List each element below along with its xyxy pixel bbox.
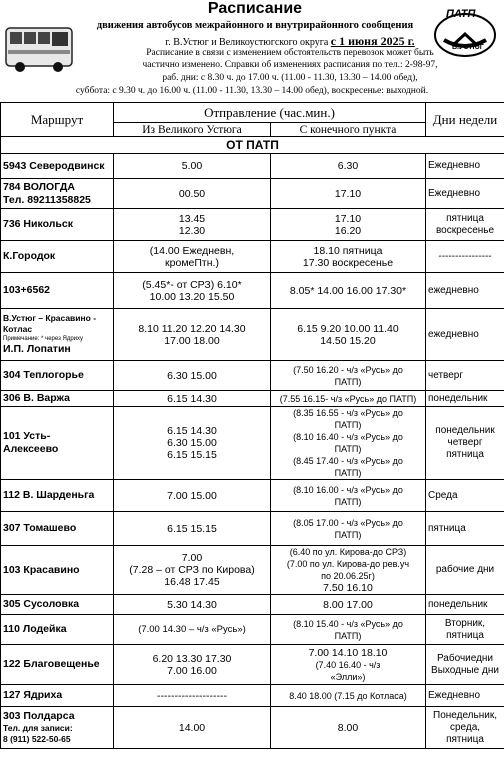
route-name-line: 110 Лодейка bbox=[3, 623, 67, 635]
departure-city-times-line: 7.00 15.00 bbox=[167, 489, 217, 502]
days-of-week-line: ---------------- bbox=[438, 250, 492, 262]
days-of-week-line: Ежедневно bbox=[428, 187, 481, 199]
departure-end-times-line: ПАТП) bbox=[334, 444, 362, 454]
route-name-line: 103+6562 bbox=[3, 284, 51, 296]
departure-end-times bbox=[271, 615, 426, 645]
days-of-week-line: воскресенье bbox=[435, 224, 495, 236]
header-line4: раб. дни: с 8.30 ч. до 17.00 ч. (11.00 - 11.30, 13.30 – 14.00 обед), bbox=[162, 73, 418, 83]
departure-end-times-line: (8.10 16.00 - ч/з «Русь» до bbox=[293, 484, 403, 495]
departure-end-times-line: (8.45 17.40 - ч/з «Русь» до bbox=[293, 456, 403, 466]
departure-city-times-line: 5.30 14.30 bbox=[167, 598, 217, 611]
days-of-week bbox=[426, 645, 504, 685]
departure-city-times-line: 6.15 15.15 bbox=[167, 449, 217, 461]
days-of-week-line: Ежедневно bbox=[428, 160, 481, 171]
route-name bbox=[1, 685, 114, 707]
days-of-week-line: ежедневно bbox=[428, 284, 479, 296]
departure-end-times-line: 8.00 bbox=[337, 721, 359, 734]
departure-city-times-line: 6.15 14.30 bbox=[167, 392, 217, 405]
departure-end-times-line: 6.30 bbox=[337, 160, 359, 172]
days-of-week-line: Рабочиедни bbox=[436, 652, 494, 664]
departure-end-times-line: 16.20 bbox=[334, 224, 362, 237]
departure-city-times bbox=[114, 179, 271, 209]
header-line3: частично изменено. Справки об изменениях расписания по тел.: 2-98-97, bbox=[142, 60, 438, 70]
departure-end-times-line: 7.00 14.10 18.10 bbox=[308, 646, 388, 659]
route-name-line: 103 Красавино bbox=[3, 563, 80, 576]
col-from-city-header: Из Великого Устюга bbox=[114, 123, 271, 137]
departure-city-times bbox=[114, 615, 271, 645]
table-row bbox=[1, 512, 504, 546]
days-of-week bbox=[426, 685, 504, 707]
departure-city-times-line: 6.20 13.30 17.30 bbox=[152, 652, 232, 665]
table-row bbox=[1, 361, 504, 391]
route-name bbox=[1, 241, 114, 273]
table-row bbox=[1, 391, 504, 407]
departure-city-times bbox=[114, 309, 271, 361]
route-name bbox=[1, 480, 114, 512]
days-of-week-line: ежедневно bbox=[428, 328, 479, 340]
schedule-body bbox=[1, 154, 504, 749]
days-of-week bbox=[426, 595, 504, 615]
col-departure-header: Отправление (час.мин.) bbox=[114, 103, 426, 123]
departure-end-times-line: (7.50 16.20 - ч/з «Русь» до bbox=[293, 364, 403, 375]
departure-end-times-line: ПАТП) bbox=[334, 376, 362, 387]
departure-end-times bbox=[271, 241, 426, 273]
departure-end-times-line: (8.10 16.40 - ч/з «Русь» до bbox=[293, 432, 403, 442]
departure-city-times-line: 6.15 15.15 bbox=[167, 522, 217, 535]
departure-end-times-line: 7.50 16.10 bbox=[323, 582, 373, 594]
departure-end-times bbox=[271, 361, 426, 391]
table-row bbox=[1, 179, 504, 209]
departure-city-times-line: 7.00 bbox=[181, 552, 203, 564]
days-of-week bbox=[426, 179, 504, 209]
table-row bbox=[1, 309, 504, 361]
departure-city-times-line: 14.00 bbox=[178, 721, 206, 734]
table-row bbox=[1, 595, 504, 615]
departure-city-times bbox=[114, 707, 271, 749]
departure-end-times bbox=[271, 309, 426, 361]
days-of-week-line: Понедельник, bbox=[433, 709, 497, 721]
departure-city-times-line: 6.30 15.00 bbox=[167, 437, 217, 449]
departure-city-times-line: 16.48 17.45 bbox=[164, 576, 220, 588]
route-name bbox=[1, 179, 114, 209]
days-of-week-line: Вторник, bbox=[444, 617, 486, 629]
departure-end-times-line: 17.10 bbox=[334, 187, 362, 200]
table-row bbox=[1, 407, 504, 480]
departure-end-times-line: ПАТП) bbox=[334, 529, 362, 540]
departure-city-times bbox=[114, 391, 271, 407]
departure-city-times bbox=[114, 480, 271, 512]
departure-end-times-line: ПАТП) bbox=[334, 496, 362, 507]
route-name bbox=[1, 407, 114, 480]
departure-end-times-line: 8.00 17.00 bbox=[323, 598, 373, 611]
departure-end-times bbox=[271, 512, 426, 546]
route-name bbox=[1, 361, 114, 391]
departure-city-times bbox=[114, 209, 271, 241]
route-name-line: 307 Томашево bbox=[3, 522, 77, 534]
route-name-line: 304 Теплогорье bbox=[3, 369, 84, 381]
departure-city-times-line: 5.00 bbox=[181, 160, 203, 172]
section-title: ОТ ПАТП bbox=[1, 137, 504, 154]
route-name-line: И.П. Лопатин bbox=[3, 343, 71, 355]
days-of-week bbox=[426, 512, 504, 546]
departure-city-times-line: (7.00 14.30 – ч/з «Русь») bbox=[138, 623, 246, 635]
departure-city-times bbox=[114, 241, 271, 273]
departure-end-times-line: (8.35 16.55 - ч/з «Русь» до bbox=[293, 408, 403, 418]
departure-city-times-line: 6.15 14.30 bbox=[167, 425, 217, 437]
days-of-week-line: Среда bbox=[428, 489, 458, 501]
days-of-week-line: пятница bbox=[446, 212, 484, 224]
page-subtitle: движения автобусов межрайонного и внутрирайонного сообщения bbox=[96, 20, 414, 31]
effective-date: с 1 июня 2025 г. bbox=[330, 34, 415, 48]
departure-end-times-line: 17.30 воскресенье bbox=[302, 256, 394, 269]
departure-city-times bbox=[114, 546, 271, 595]
departure-end-times bbox=[271, 707, 426, 749]
departure-city-times-line: -------------------- bbox=[157, 689, 227, 702]
route-name bbox=[1, 309, 114, 361]
departure-city-times-line: 10.00 13.20 15.50 bbox=[149, 290, 235, 303]
table-row bbox=[1, 645, 504, 685]
days-of-week-line: пятница bbox=[428, 522, 466, 534]
departure-end-times bbox=[271, 685, 426, 707]
route-name bbox=[1, 645, 114, 685]
route-name bbox=[1, 391, 114, 407]
route-name bbox=[1, 546, 114, 595]
route-name-line: 8 (911) 522-50-65 bbox=[3, 734, 71, 744]
departure-city-times bbox=[114, 407, 271, 480]
departure-end-times-line: (7.00 по ул. Кирова-до рев.уч bbox=[286, 559, 410, 569]
days-of-week bbox=[426, 615, 504, 645]
days-of-week bbox=[426, 241, 504, 273]
table-row bbox=[1, 154, 504, 179]
departure-city-times bbox=[114, 512, 271, 546]
table-row bbox=[1, 273, 504, 309]
bus-icon bbox=[4, 22, 76, 74]
departure-end-times bbox=[271, 154, 426, 179]
table-row bbox=[1, 241, 504, 273]
table-row bbox=[1, 615, 504, 645]
departure-end-times-line: ПАТП) bbox=[334, 468, 362, 478]
departure-end-times-line: 17.10 bbox=[334, 212, 362, 225]
days-of-week bbox=[426, 154, 504, 179]
departure-city-times-line: 13.45 bbox=[178, 212, 206, 225]
days-of-week bbox=[426, 480, 504, 512]
days-of-week bbox=[426, 361, 504, 391]
days-of-week bbox=[426, 273, 504, 309]
route-name-line: 306 В. Варжа bbox=[3, 392, 70, 404]
route-name-line: 112 В. Шарденьга bbox=[3, 489, 95, 501]
col-route-header: Маршрут bbox=[1, 103, 114, 137]
departure-end-times bbox=[271, 273, 426, 309]
table-row bbox=[1, 685, 504, 707]
departure-city-times-line: 12.30 bbox=[178, 224, 206, 237]
route-name bbox=[1, 595, 114, 615]
departure-end-times-line: 18.10 пятница bbox=[313, 244, 383, 257]
route-name bbox=[1, 512, 114, 546]
departure-city-times-line: (14.00 Ежедневн, bbox=[149, 244, 235, 257]
col-days-header: Дни недели bbox=[426, 103, 504, 137]
route-name-line: 127 Ядриха bbox=[3, 689, 63, 701]
days-of-week-line: понедельник bbox=[428, 392, 488, 404]
days-of-week-line: пятница bbox=[446, 733, 484, 745]
departure-end-times-line: (8.10 15.40 - ч/з «Русь» до bbox=[293, 618, 403, 629]
departure-end-times-line: (8.05 17.00 - ч/з «Русь» до bbox=[293, 517, 403, 528]
days-of-week-line: четверг bbox=[447, 437, 483, 448]
header-line2: Расписание в связи с изменением обстоятельств перевозок может быть bbox=[146, 48, 434, 58]
departure-end-times-line: ПАТП) bbox=[334, 630, 362, 641]
departure-end-times bbox=[271, 480, 426, 512]
route-name-line: Примечание: * через Ядриху bbox=[3, 336, 84, 342]
days-of-week bbox=[426, 309, 504, 361]
days-of-week-line: пятница bbox=[446, 449, 484, 460]
route-name-line: 303 Полдарса bbox=[3, 710, 75, 722]
days-of-week bbox=[426, 546, 504, 595]
table-row bbox=[1, 209, 504, 241]
departure-city-times bbox=[114, 645, 271, 685]
departure-end-times-line: 6.15 9.20 10.00 11.40 bbox=[297, 322, 399, 335]
departure-city-times bbox=[114, 595, 271, 615]
route-name-line: 122 Благовещенье bbox=[3, 658, 100, 670]
header-line1: г. В.Устюг и Великоустюгского округа с 1 июня 2025 г. bbox=[165, 34, 415, 48]
departure-end-times bbox=[271, 546, 426, 595]
days-of-week-line: понедельник bbox=[435, 425, 495, 436]
departure-city-times-line: 6.30 15.00 bbox=[167, 369, 217, 382]
days-of-week-line: понедельник bbox=[428, 598, 488, 610]
page-title: Расписание bbox=[207, 0, 303, 17]
departure-end-times-line: (7.55 16.15- ч/з «Русь» до ПАТП) bbox=[279, 393, 417, 404]
departure-city-times bbox=[114, 685, 271, 707]
departure-end-times bbox=[271, 179, 426, 209]
departure-end-times bbox=[271, 391, 426, 407]
table-row bbox=[1, 546, 504, 595]
route-name-line: Алексеево bbox=[3, 443, 59, 455]
departure-end-times-line: (6.40 по ул. Кирова-до СРЗ) bbox=[289, 547, 407, 557]
route-name-line: Тел. для записи: bbox=[3, 723, 73, 733]
route-name-line: 101 Усть- bbox=[3, 430, 51, 442]
route-name bbox=[1, 273, 114, 309]
route-name-line: 305 Сусоловка bbox=[3, 598, 80, 610]
days-of-week-line: рабочие дни bbox=[435, 564, 495, 575]
departure-city-times-line: (7.28 – от СРЗ по Кирова) bbox=[129, 564, 255, 576]
departure-city-times bbox=[114, 154, 271, 179]
departure-end-times bbox=[271, 595, 426, 615]
departure-end-times bbox=[271, 209, 426, 241]
departure-city-times-line: 7.00 16.00 bbox=[167, 664, 217, 677]
days-of-week bbox=[426, 391, 504, 407]
departure-city-times-line: 8.10 11.20 12.20 14.30 bbox=[138, 322, 246, 335]
departure-city-times-line: 17.00 18.00 bbox=[164, 334, 220, 347]
departure-city-times bbox=[114, 273, 271, 309]
departure-city-times-line: 00.50 bbox=[178, 187, 206, 200]
route-name-line: 736 Никольск bbox=[3, 218, 73, 230]
header-line5: суббота: с 9.30 ч. до 16.00 ч. (11.00 - 11.30, 13.30 – 14.00 обед), воскресенье: выходной. bbox=[75, 86, 429, 96]
route-name-line: В.Устюг – Красавино - bbox=[3, 313, 97, 323]
table-row bbox=[1, 707, 504, 749]
logo-text: ПАТП bbox=[446, 8, 476, 20]
logo-subtext: В.УСТЮГ bbox=[452, 44, 484, 51]
table-row bbox=[1, 480, 504, 512]
days-of-week bbox=[426, 707, 504, 749]
days-of-week-line: четверг bbox=[428, 369, 463, 381]
route-name-line: Тел. 89211358825 bbox=[3, 193, 91, 206]
route-name-line: 784 ВОЛОГДА bbox=[3, 180, 75, 193]
departure-end-times bbox=[271, 645, 426, 685]
days-of-week bbox=[426, 407, 504, 480]
departure-end-times-line: 8.05* 14.00 16.00 17.30* bbox=[289, 284, 407, 297]
route-name bbox=[1, 615, 114, 645]
route-name-line: К.Городок bbox=[3, 250, 56, 262]
departure-city-times bbox=[114, 361, 271, 391]
departure-end-times bbox=[271, 407, 426, 480]
departure-city-times-line: кромеПтн.) bbox=[165, 256, 219, 269]
departure-end-times-line: по 20.06.25г) bbox=[321, 571, 375, 581]
col-from-end-header: С конечного пункта bbox=[271, 123, 426, 137]
route-name-line: 5943 Северодвинск bbox=[3, 159, 105, 172]
departure-end-times-line: ПАТП) bbox=[334, 420, 362, 430]
departure-city-times-line: (5.45*- от СРЗ) 6.10* bbox=[142, 278, 242, 291]
route-name bbox=[1, 209, 114, 241]
departure-end-times-line: «Элли») bbox=[330, 671, 366, 682]
route-name bbox=[1, 154, 114, 179]
days-of-week-line: Ежедневно bbox=[428, 689, 481, 701]
departure-end-times-line: 14.50 15.20 bbox=[320, 334, 376, 347]
days-of-week-line: среда, bbox=[449, 721, 481, 733]
days-of-week-line: пятница bbox=[446, 629, 484, 641]
schedule-table bbox=[0, 102, 504, 749]
days-of-week bbox=[426, 209, 504, 241]
days-of-week-line: Выходные дни bbox=[431, 664, 499, 676]
route-name bbox=[1, 707, 114, 749]
departure-end-times-line: (7.40 16.40 - ч/з bbox=[315, 659, 381, 670]
departure-end-times-line: 8.40 18.00 (7.15 до Котласа) bbox=[289, 690, 407, 701]
route-name-line: Котлас bbox=[3, 324, 33, 334]
